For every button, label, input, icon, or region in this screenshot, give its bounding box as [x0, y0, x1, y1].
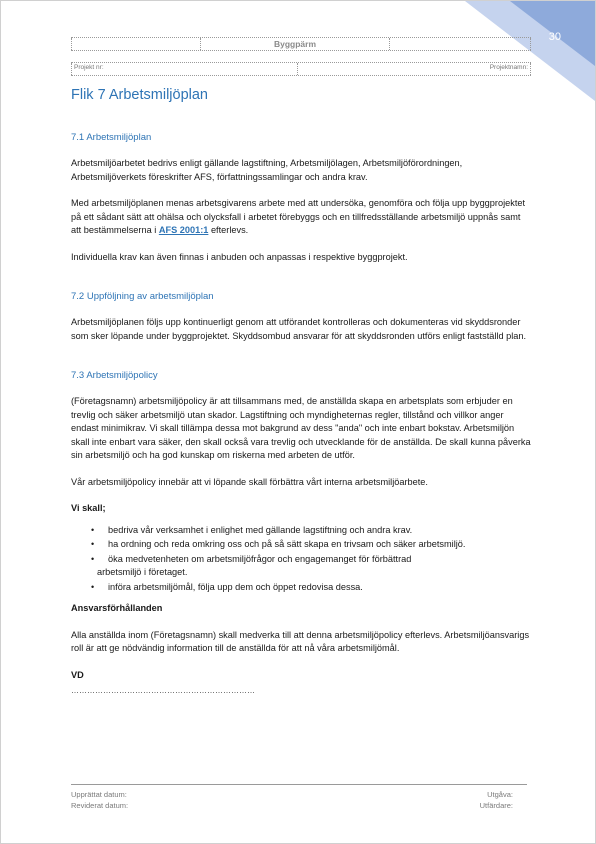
header-project-row: [71, 62, 531, 76]
issuer-label: Utfärdare:: [479, 801, 513, 810]
project-name-label: Projektnamn:: [489, 64, 528, 71]
section-heading-7-2: 7.2 Uppföljning av arbetsmiljöplan: [71, 291, 214, 302]
page-number: 30: [548, 31, 561, 43]
we-shall-label: Vi skall;: [71, 503, 106, 513]
paragraph: Vår arbetsmiljöpolicy innebär att vi löpande skall förbättra vårt interna arbetsmiljöarbete.: [71, 476, 428, 487]
bullet-icon: •: [91, 553, 95, 564]
section-heading-7-1: 7.1 Arbetsmiljöplan: [71, 132, 152, 143]
document-body: [71, 86, 531, 698]
paragraph: (Företagsnamn) arbetsmiljöpolicy är att tillsammans med, de anställda skapa en arbetsplats som erbjuder en trevlig och säker arbetsmiljö utan skador. Lagstiftning och myndigheternas regler, tillstånd och villkor anger endast minimikrav. Vi skall tillämpa dessa mot bakgrund av dess "anda" och inte enbart bokstav. Arbetsmiljön skall inte enbart vara säker, den skall också vara trevlig och utvecklande för de anställda. De skall kunna påverka sin arbetsmiljö och ha god kunskap om riskerna med arbeten de utför.: [71, 396, 531, 460]
revised-date-label: Reviderat datum:: [71, 801, 129, 810]
paragraph: Arbetsmiljöplanen följs upp kontinuerligt genom att utförandet kontrolleras och dokumenteras vid skyddsronder som sker löpande under byggprojektet. Skyddsombud ansvarar för att skyddsronden utförs enligt fastställd plan.: [71, 317, 527, 341]
paragraph: Alla anställda inom (Företagsnamn) skall medverka till att denna arbetsmiljöpolicy efterlevs. Arbetsmiljöansvarigs roll är att ge nödvändig information till de anställda för att nå våra arbetsmiljömål.: [71, 629, 530, 653]
list-item: • bedriva vår verksamhet i enlighet med gällande lagstiftning och andra krav.: [71, 524, 531, 538]
policy-bullet-list: [71, 524, 531, 595]
page-header: [71, 37, 531, 76]
paragraph: Individuella krav kan även finnas i anbuden och anpassas i respektive byggprojekt.: [71, 251, 408, 262]
responsibility-heading: Ansvarsförhållanden: [71, 603, 163, 613]
project-number-label: Projekt nr:: [74, 64, 104, 71]
bullet-icon: •: [91, 539, 95, 549]
issue-label: Utgåva:: [487, 790, 513, 799]
list-item: • öka medvetenheten om arbetsmiljöfrågor och engagemanget för förbättrad arbetsmiljö i företaget.: [91, 553, 412, 577]
bullet-icon: •: [91, 524, 95, 535]
header-title: Byggpärm: [273, 39, 317, 49]
list-item: • ha ordning och reda omkring oss och på så sätt skapa en trivsam och säker arbetsmiljö.: [71, 538, 531, 552]
header-title-row: [71, 37, 531, 51]
list-item: • införa arbetsmiljömål, följa upp dem och öppet redovisa dessa.: [71, 581, 531, 595]
created-date-label: Upprättat datum:: [71, 790, 127, 799]
page-footer: [71, 784, 527, 811]
section-heading-7-3: 7.3 Arbetsmiljöpolicy: [71, 370, 158, 381]
paragraph: Med arbetsmiljöplanen menas arbetsgivarens arbete med att undersöka, genomföra och följa upp byggprojektet på ett sådant sätt att ohälsa och olycksfall i arbetet förebyggs och en tillfredsställande arbetsmiljö uppnås samt att bestämmelserna i AFS 2001:1 efterlevs.: [71, 198, 526, 235]
page-heading: Flik 7 Arbetsmiljöplan: [71, 87, 208, 103]
paragraph: Arbetsmiljöarbetet bedrivs enligt gällande lagstiftning, Arbetsmiljölagen, Arbetsmiljöförordningen, Arbetsmiljöverkets föreskrifter AFS, författningssamlingar och andra krav.: [71, 158, 463, 182]
bullet-icon: •: [91, 581, 95, 592]
signature-line: ……………………………………………………………: [71, 686, 255, 695]
vd-label: VD: [71, 669, 84, 680]
afs-link[interactable]: AFS 2001:1: [158, 225, 209, 235]
